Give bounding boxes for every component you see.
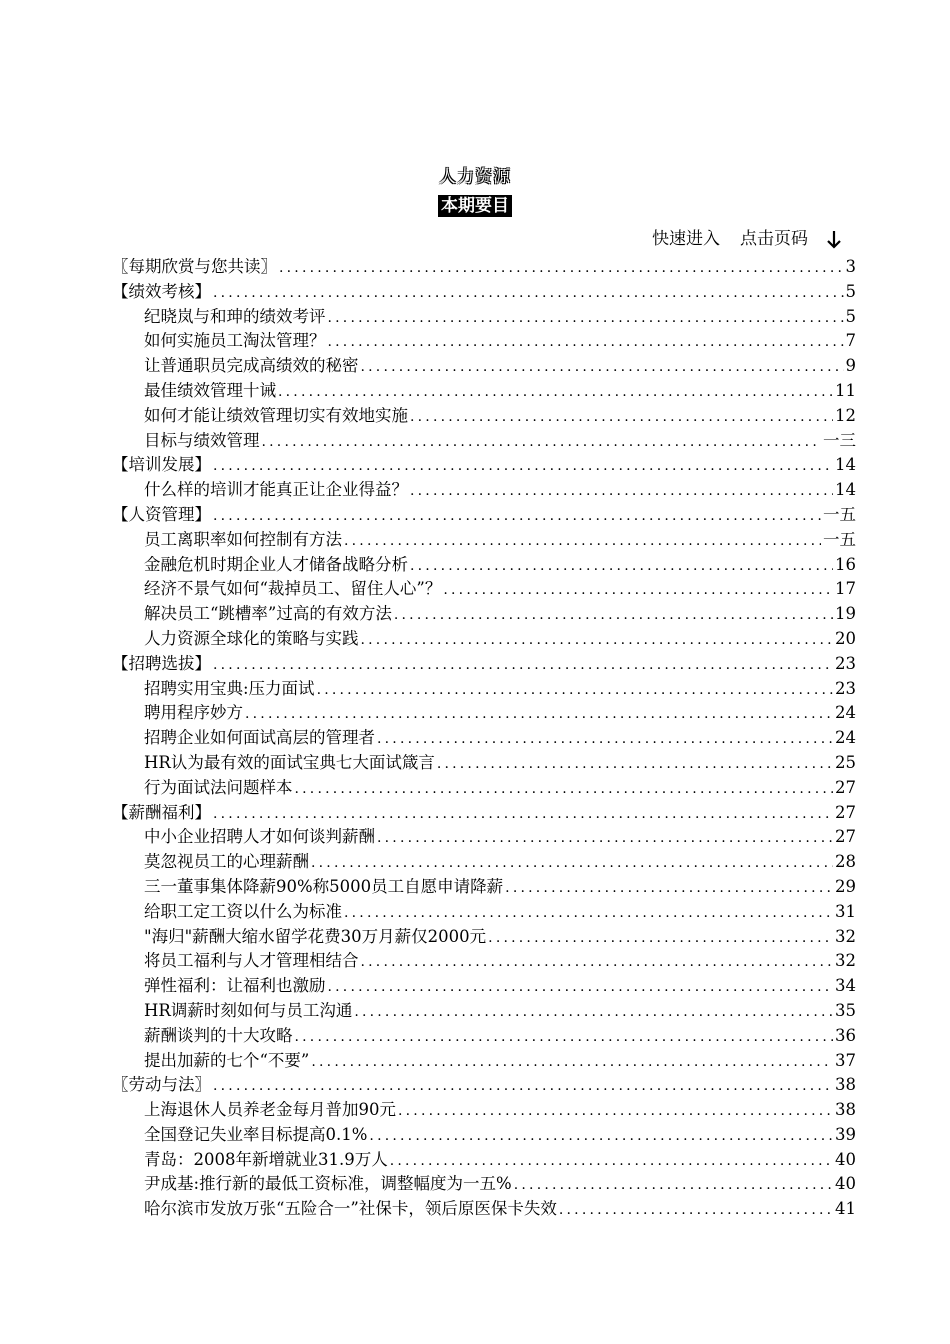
toc-page-link[interactable]: 一三	[823, 430, 856, 450]
toc-page-link[interactable]: 38	[835, 1100, 856, 1120]
toc-page-link[interactable]: 28	[835, 852, 856, 872]
toc-entry[interactable]	[112, 305, 856, 330]
toc-entry[interactable]	[112, 478, 856, 503]
toc-leader-dots	[505, 876, 833, 900]
toc-entry-title: 经济不景气如何“裁掉员工、留住人心”？	[144, 579, 442, 599]
toc-entry[interactable]	[112, 875, 856, 900]
toc-leader-dots	[377, 727, 833, 751]
toc-entry[interactable]	[112, 429, 856, 454]
toc-entry[interactable]	[112, 528, 856, 553]
toc-entry[interactable]	[112, 1098, 856, 1123]
toc-leader-dots	[443, 578, 833, 602]
toc-entry-title: "海归"薪酬大缩水留学花费30万月薪仅2000元	[144, 926, 487, 946]
toc-page-link[interactable]: 7	[845, 331, 856, 351]
toc-entry[interactable]	[112, 1123, 856, 1148]
toc-entry-title: 弹性福利：让福利也激励	[144, 976, 326, 996]
toc-entry[interactable]	[112, 850, 856, 875]
toc-section[interactable]	[112, 453, 856, 478]
toc-leader-dots	[410, 479, 833, 503]
table-of-contents	[112, 255, 856, 1222]
toc-page-link[interactable]: 41	[835, 1199, 856, 1219]
toc-entry[interactable]	[112, 776, 856, 801]
toc-entry-title: 让普通职员完成高绩效的秘密	[144, 356, 359, 376]
toc-leader-dots	[514, 1173, 833, 1197]
issue-heading-container	[0, 195, 950, 217]
toc-entry[interactable]	[112, 329, 856, 354]
toc-entry[interactable]	[112, 553, 856, 578]
toc-leader-dots	[437, 752, 833, 776]
toc-entry[interactable]	[112, 751, 856, 776]
toc-leader-dots	[390, 1149, 833, 1173]
toc-page-link[interactable]: 39	[835, 1124, 856, 1144]
toc-entry[interactable]	[112, 1024, 856, 1049]
document-title: 人力资源	[439, 167, 511, 187]
toc-page-link[interactable]: 37	[835, 1050, 856, 1070]
toc-page-link[interactable]: 23	[835, 653, 856, 673]
toc-entry-title: HR认为最有效的面试宝典七大面试箴言	[144, 752, 435, 772]
toc-page-link[interactable]: 17	[835, 579, 856, 599]
toc-page-link[interactable]: 20	[835, 628, 856, 648]
toc-entry-title: 青岛：2008年新增就业31.9万人	[144, 1149, 388, 1169]
issue-heading: 本期要目	[438, 195, 512, 217]
toc-leader-dots	[213, 653, 833, 677]
toc-entry-title: 上海退休人员养老金每月普加90元	[144, 1100, 396, 1120]
toc-page-link[interactable]: 25	[835, 752, 856, 772]
toc-entry-title: 什么样的培训才能真正让企业得益？	[144, 480, 408, 500]
toc-section[interactable]	[112, 801, 856, 826]
toc-entry-title: 将员工福利与人才管理相结合	[144, 951, 359, 971]
toc-page-link[interactable]: 14	[835, 480, 856, 500]
toc-entry-title: 人力资源全球化的策略与实践	[144, 628, 359, 648]
toc-page-link[interactable]: 23	[835, 678, 856, 698]
toc-page-link[interactable]: 3	[845, 257, 856, 276]
toc-entry[interactable]	[112, 602, 856, 627]
toc-leader-dots	[295, 777, 834, 801]
toc-leader-dots	[213, 281, 844, 305]
toc-entry[interactable]	[112, 999, 856, 1024]
toc-entry[interactable]	[112, 1049, 856, 1074]
toc-page-link[interactable]: 38	[835, 1075, 856, 1095]
toc-section[interactable]	[112, 1073, 856, 1098]
toc-entry[interactable]	[112, 404, 856, 429]
toc-leader-dots	[328, 306, 844, 330]
toc-leader-dots	[410, 405, 833, 429]
toc-section[interactable]	[112, 503, 856, 528]
toc-entry[interactable]	[112, 379, 856, 404]
toc-page-link[interactable]: 一五	[823, 529, 856, 549]
toc-page-link[interactable]: 11	[835, 380, 856, 400]
toc-entry-title: 尹成基:推行新的最低工资标准，调整幅度为一五%	[144, 1174, 512, 1194]
toc-page-link[interactable]: 27	[835, 802, 856, 822]
toc-entry[interactable]	[112, 1172, 856, 1197]
quick-nav-click-page-label: 点击页码	[740, 229, 808, 249]
toc-leader-dots	[279, 256, 844, 280]
toc-page-link[interactable]: 32	[835, 951, 856, 971]
quick-nav	[652, 227, 842, 251]
toc-leader-dots	[361, 628, 834, 652]
toc-entry-title: 如何实施员工淘汰管理？	[144, 331, 326, 351]
toc-page-link[interactable]: 36	[835, 1025, 856, 1045]
toc-section[interactable]	[112, 255, 856, 280]
toc-leader-dots	[213, 504, 821, 528]
quick-nav-enter-label: 快速进入	[652, 229, 720, 249]
toc-page-link[interactable]: 34	[835, 976, 856, 996]
toc-entry[interactable]	[112, 900, 856, 925]
toc-entry[interactable]	[112, 1197, 856, 1222]
toc-leader-dots	[328, 975, 834, 999]
toc-page-link[interactable]: 27	[835, 777, 856, 797]
toc-entry-title: 解决员工“跳槽率”过高的有效方法	[144, 604, 392, 624]
toc-page-link[interactable]: 一五	[823, 504, 856, 524]
toc-entry-title: 最佳绩效管理十诫	[144, 380, 276, 400]
toc-page-link[interactable]: 27	[835, 827, 856, 847]
toc-page-link[interactable]: 14	[835, 455, 856, 475]
toc-page-link[interactable]: 29	[835, 876, 856, 896]
toc-entry[interactable]	[112, 726, 856, 751]
toc-entry-title: 聘用程序妙方	[144, 703, 243, 723]
toc-page-link[interactable]: 19	[835, 604, 856, 624]
toc-page-link[interactable]: 32	[835, 926, 856, 946]
toc-entry-title: 【招聘选拔】	[112, 653, 211, 673]
toc-entry[interactable]	[112, 925, 856, 950]
toc-entry[interactable]	[112, 354, 856, 379]
toc-entry[interactable]	[112, 825, 856, 850]
toc-entry[interactable]	[112, 677, 856, 702]
toc-leader-dots	[559, 1198, 833, 1222]
toc-leader-dots	[344, 529, 821, 553]
toc-leader-dots	[317, 678, 833, 702]
toc-entry-title: 目标与绩效管理	[144, 430, 260, 450]
toc-entry-title: 纪晓岚与和珅的绩效考评	[144, 306, 326, 326]
toc-entry-title: 莫忽视员工的心理薪酬	[144, 852, 309, 872]
toc-entry-title: 【培训发展】	[112, 455, 211, 475]
toc-page-link[interactable]: 40	[835, 1149, 856, 1169]
toc-leader-dots	[354, 1000, 833, 1024]
toc-leader-dots	[213, 1074, 833, 1098]
toc-entry-title: 招聘实用宝典:压力面试	[144, 678, 315, 698]
toc-leader-dots	[311, 851, 833, 875]
toc-entry-title: 全国登记失业率目标提高0.1%	[144, 1124, 368, 1144]
toc-entry-title: 中小企业招聘人才如何谈判薪酬	[144, 827, 375, 847]
toc-entry[interactable]	[112, 627, 856, 652]
toc-leader-dots	[213, 802, 833, 826]
toc-entry-title: 行为面试法问题样本	[144, 777, 293, 797]
toc-leader-dots	[361, 950, 834, 974]
toc-page-link[interactable]: 31	[835, 901, 856, 921]
toc-entry[interactable]	[112, 1148, 856, 1173]
toc-leader-dots	[344, 901, 833, 925]
toc-entry-title: 【薪酬福利】	[112, 802, 211, 822]
toc-entry-title: 金融危机时期企业人才储备战略分析	[144, 554, 408, 574]
toc-page-link[interactable]: 35	[835, 1000, 856, 1020]
toc-entry[interactable]	[112, 701, 856, 726]
toc-leader-dots	[278, 380, 833, 404]
toc-entry-title: 如何才能让绩效管理切实有效地实施	[144, 405, 408, 425]
toc-page-link[interactable]: 5	[845, 281, 856, 301]
toc-leader-dots	[410, 554, 833, 578]
toc-page-link[interactable]: 24	[835, 703, 856, 723]
toc-entry-title: 提出加薪的七个“不要”	[144, 1050, 310, 1070]
toc-page-link[interactable]: 9	[845, 356, 856, 376]
toc-entry[interactable]	[112, 949, 856, 974]
toc-leader-dots	[245, 702, 833, 726]
toc-leader-dots	[213, 454, 833, 478]
toc-entry-title: 【绩效考核】	[112, 281, 211, 301]
arrow-down-icon	[826, 228, 842, 250]
toc-entry[interactable]	[112, 577, 856, 602]
toc-leader-dots	[394, 603, 833, 627]
toc-page-link[interactable]: 24	[835, 728, 856, 748]
toc-page-link[interactable]: 40	[835, 1174, 856, 1194]
toc-entry-title: 三一董事集体降薪90%称5000员工自愿申请降薪	[144, 876, 504, 896]
toc-entry-title: 招聘企业如何面试高层的管理者	[144, 728, 375, 748]
toc-entry-title: 【人资管理】	[112, 504, 211, 524]
toc-entry-title: 哈尔滨市发放万张“五险合一”社保卡，领后原医保卡失效	[144, 1199, 557, 1219]
toc-leader-dots	[295, 1025, 834, 1049]
toc-entry-title: HR调薪时刻如何与员工沟通	[144, 1000, 353, 1020]
toc-entry-title: 给职工定工资以什么为标准	[144, 901, 342, 921]
toc-entry-title: 〖劳动与法〗	[112, 1075, 211, 1095]
toc-leader-dots	[311, 1050, 833, 1074]
toc-leader-dots	[398, 1099, 833, 1123]
toc-leader-dots	[377, 826, 833, 850]
toc-leader-dots	[369, 1124, 833, 1148]
toc-entry-title: 员工离职率如何控制有方法	[144, 529, 342, 549]
toc-page-link[interactable]: 5	[845, 306, 856, 326]
toc-page-link[interactable]: 12	[835, 405, 856, 425]
toc-leader-dots	[328, 330, 844, 354]
toc-section[interactable]	[112, 652, 856, 677]
toc-entry-title: 〖每期欣赏与您共读〗	[112, 257, 277, 276]
toc-leader-dots	[361, 355, 844, 379]
toc-page-link[interactable]: 16	[835, 554, 856, 574]
toc-entry[interactable]	[112, 974, 856, 999]
toc-entry-title: 薪酬谈判的十大攻略	[144, 1025, 293, 1045]
toc-section[interactable]	[112, 280, 856, 305]
toc-leader-dots	[488, 926, 833, 950]
toc-leader-dots	[262, 430, 822, 454]
